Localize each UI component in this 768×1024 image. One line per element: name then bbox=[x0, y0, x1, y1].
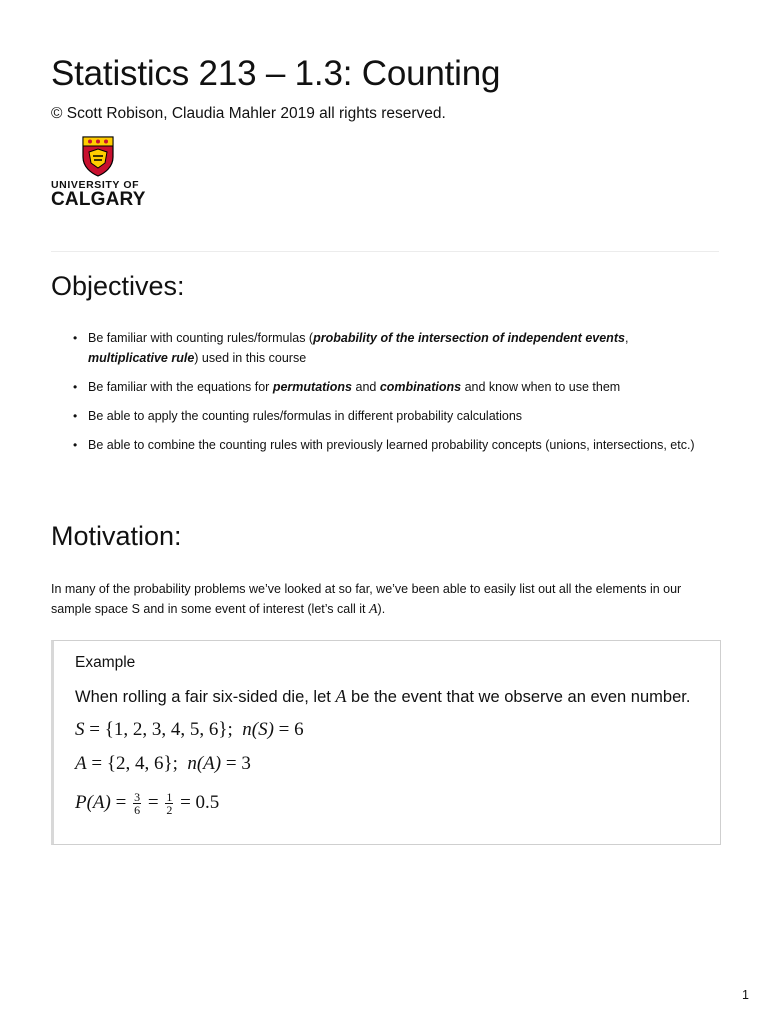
event-equation: A = {2, 4, 6}; n(A) = 3 bbox=[75, 753, 251, 774]
example-text: When rolling a fair six-sided die, let A be the event that we observe an even number. bbox=[75, 686, 691, 706]
logo-text-line1: UNIVERSITY OF bbox=[51, 179, 140, 191]
page-title: Statistics 213 – 1.3: Counting bbox=[51, 54, 501, 93]
page-number: 1 bbox=[742, 988, 749, 1002]
objective-item: • Be familiar with counting rules/formulas (probability of the intersection of independent events, multiplicative rule) used in this course bbox=[69, 328, 709, 368]
section-divider bbox=[51, 251, 719, 252]
objectives-list bbox=[69, 328, 709, 464]
objective-item: • Be able to apply the counting rules/formulas in different probability calculations bbox=[69, 406, 709, 426]
fraction: $\frac{3}{6}$ bbox=[134, 790, 141, 817]
objective-item: • Be able to combine the counting rules with previously learned probability concepts (unions, intersections, etc.) bbox=[69, 435, 709, 455]
university-crest-icon bbox=[81, 135, 115, 177]
sample-space-equation: S = {1, 2, 3, 4, 5, 6}; n(S) = 6 bbox=[75, 719, 304, 740]
probability-equation: P(A) = $\frac{3}{6}$ = $\frac{1}{2}$ = 0.5 bbox=[75, 790, 220, 817]
example-box bbox=[51, 640, 721, 845]
motivation-paragraph: In many of the probability problems we’ve looked at so far, we’ve been able to easily list out all the elements in our sample space S and in some event of interest (let’s call it A). bbox=[51, 582, 682, 617]
logo-text-line2: CALGARY bbox=[51, 189, 146, 210]
university-logo bbox=[51, 135, 151, 210]
example-label: Example bbox=[75, 654, 136, 671]
motivation-heading: Motivation: bbox=[51, 521, 182, 551]
copyright-notice: © Scott Robison, Claudia Mahler 2019 all rights reserved. bbox=[51, 105, 446, 122]
fraction: $\frac{1}{2}$ bbox=[166, 790, 173, 817]
objective-item: • Be familiar with the equations for permutations and combinations and know when to use them bbox=[69, 377, 709, 397]
objectives-heading: Objectives: bbox=[51, 271, 185, 301]
